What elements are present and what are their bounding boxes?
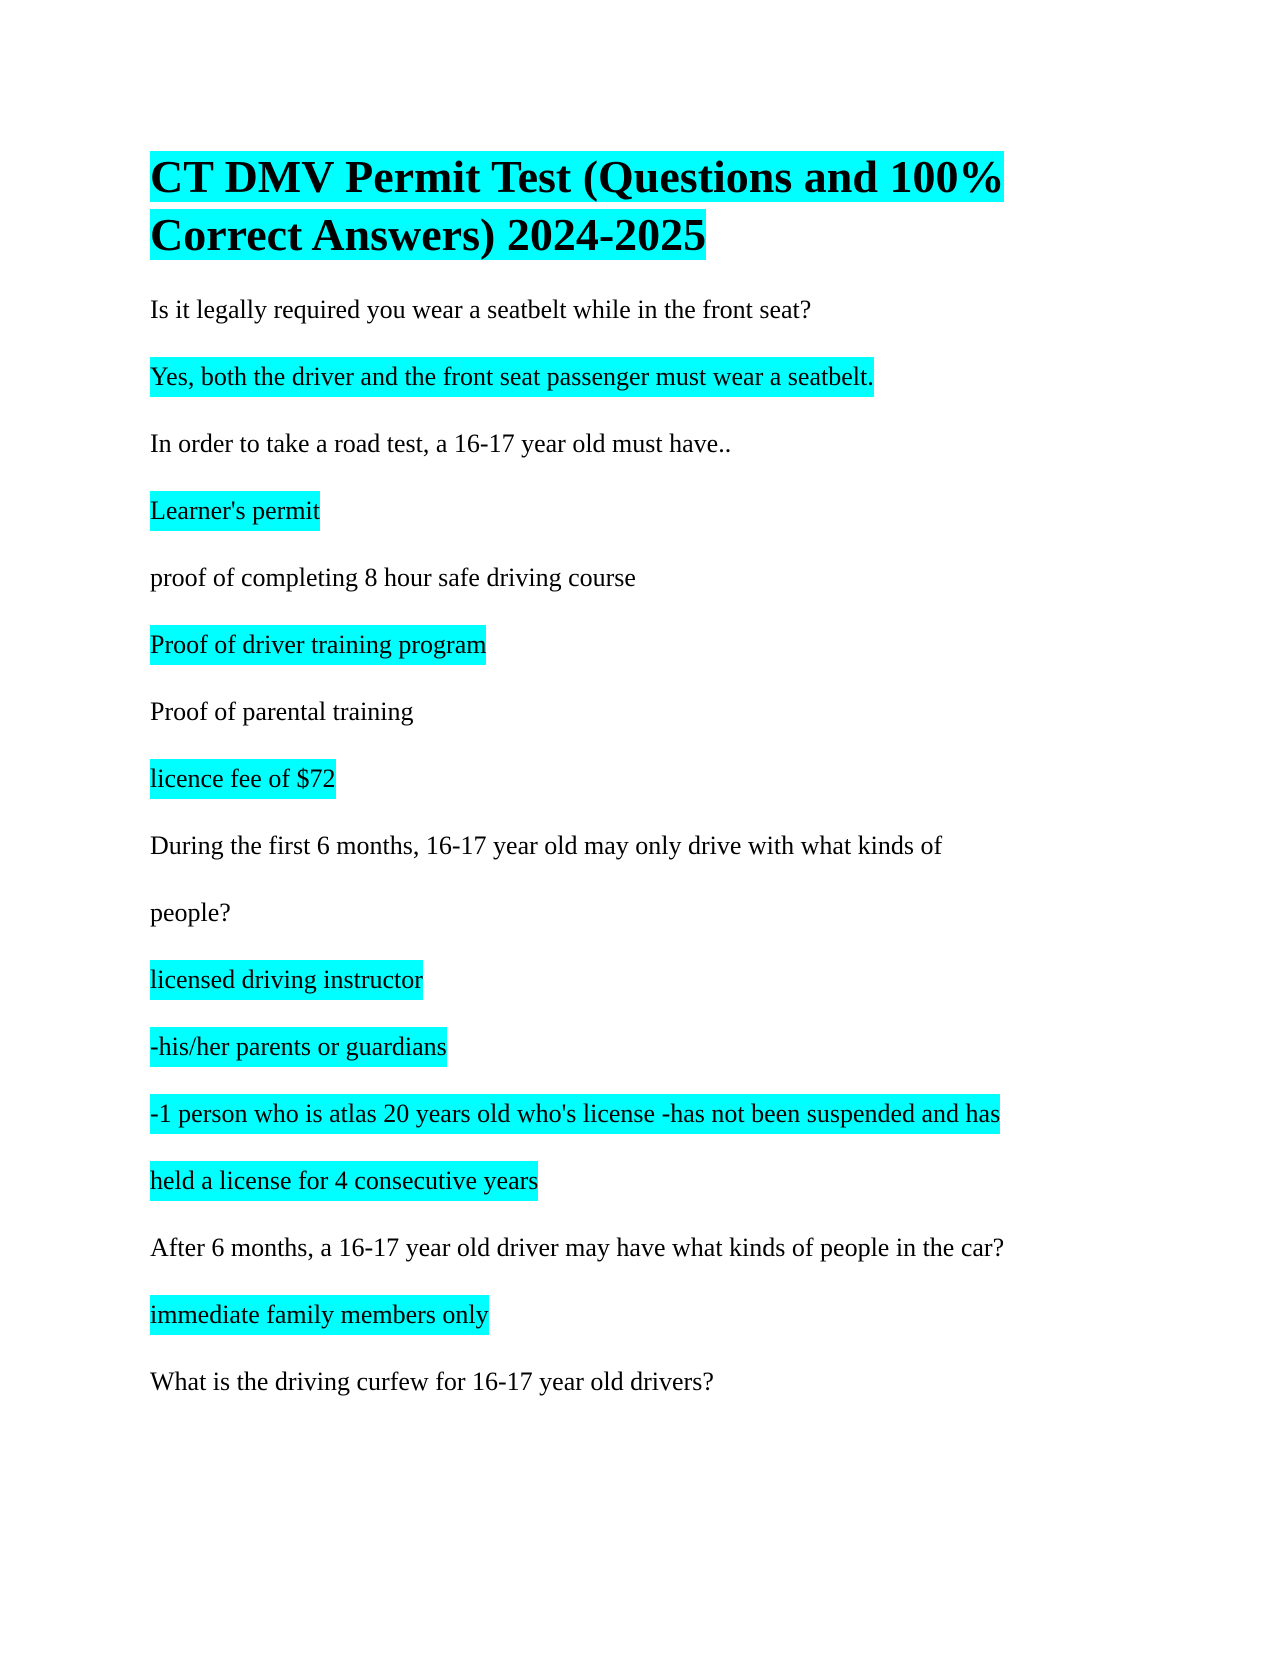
- text-line-text: Learner's permit: [150, 491, 320, 531]
- document-page: [150, 148, 1140, 1415]
- text-line: [150, 1147, 1140, 1214]
- text-line-text: After 6 months, a 16-17 year old driver may have what kinds of people in the car?: [150, 1233, 1005, 1262]
- text-line-text: In order to take a road test, a 16-17 year old must have..: [150, 429, 732, 458]
- text-line-text: -his/her parents or guardians: [150, 1027, 447, 1067]
- text-line: [150, 544, 1140, 611]
- document-title: [150, 148, 1090, 264]
- text-line-text: licence fee of $72: [150, 759, 336, 799]
- text-line-text: people?: [150, 898, 231, 927]
- text-line-text: What is the driving curfew for 16-17 year old drivers?: [150, 1367, 714, 1396]
- text-line: [150, 1013, 1140, 1080]
- text-line: [150, 812, 1140, 879]
- text-line-text: During the first 6 months, 16-17 year old may only drive with what kinds of: [150, 831, 943, 860]
- text-line-text: held a license for 4 consecutive years: [150, 1161, 538, 1201]
- text-line: [150, 1348, 1140, 1415]
- question-answer-list: [150, 276, 1140, 1415]
- document-title-text: CT DMV Permit Test (Questions and 100% Correct Answers) 2024-2025: [150, 151, 1005, 260]
- text-line-text: immediate family members only: [150, 1295, 489, 1335]
- text-line: [150, 343, 1140, 410]
- text-line: [150, 879, 1140, 946]
- text-line-text: Yes, both the driver and the front seat passenger must wear a seatbelt.: [150, 357, 874, 397]
- text-line-text: proof of completing 8 hour safe driving course: [150, 563, 636, 592]
- text-line: [150, 1281, 1140, 1348]
- text-line: [150, 1214, 1140, 1281]
- text-line: [150, 477, 1140, 544]
- text-line: [150, 745, 1140, 812]
- text-line-text: Is it legally required you wear a seatbelt while in the front seat?: [150, 295, 812, 324]
- text-line-text: licensed driving instructor: [150, 960, 423, 1000]
- text-line: [150, 1080, 1140, 1147]
- text-line: [150, 946, 1140, 1013]
- text-line: [150, 276, 1140, 343]
- text-line-text: -1 person who is atlas 20 years old who's license -has not been suspended and has: [150, 1094, 1000, 1134]
- text-line-text: Proof of driver training program: [150, 625, 486, 665]
- text-line: [150, 410, 1140, 477]
- text-line: [150, 611, 1140, 678]
- text-line: [150, 678, 1140, 745]
- text-line-text: Proof of parental training: [150, 697, 414, 726]
